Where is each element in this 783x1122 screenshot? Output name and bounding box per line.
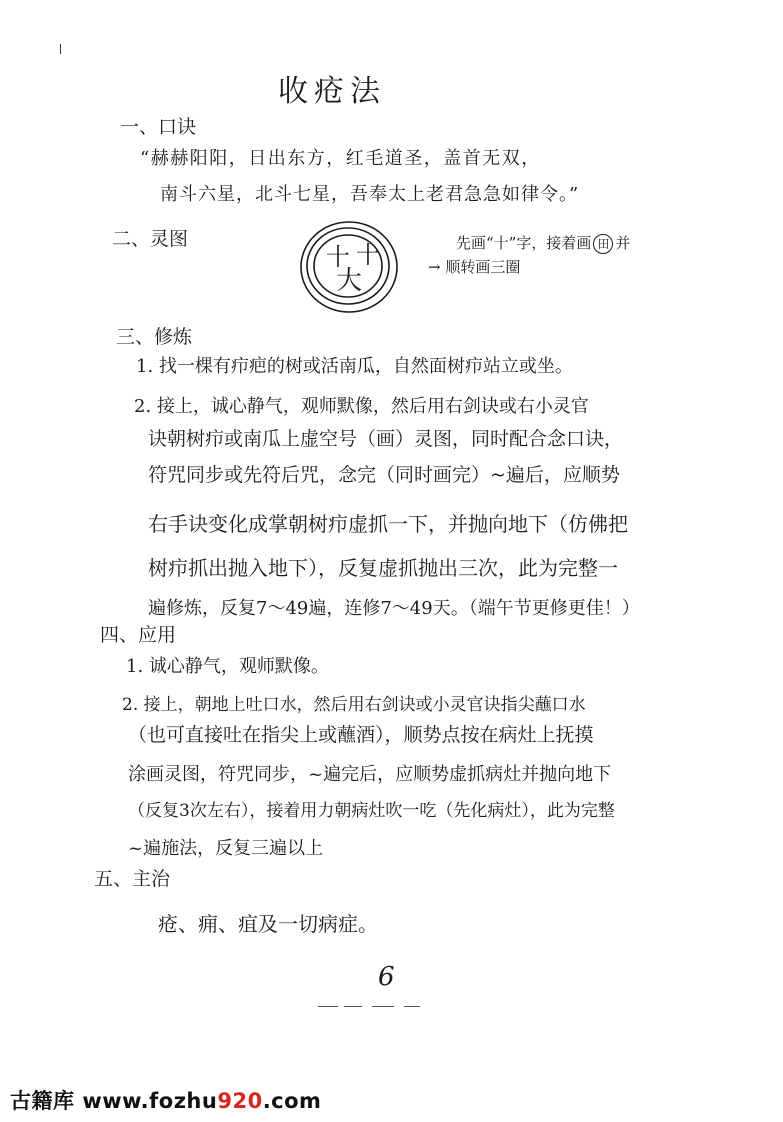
watermark-url-highlight: 920: [217, 1089, 263, 1113]
diagram-char-1: 十: [326, 243, 350, 271]
diagram-char-2: 十: [356, 241, 380, 269]
application-line-3: （也可直接吐在指尖上或蘸酒），顺势点按在病灶上抚摸: [128, 724, 594, 746]
footer-dash: [318, 1006, 338, 1007]
diagram-char-3: 大: [336, 266, 363, 296]
margin-mark: [60, 44, 61, 54]
indications-text: 疮、痈、疽及一切病症。: [158, 912, 378, 936]
watermark-brand: 古籍库: [10, 1089, 75, 1113]
diagram-note-2: [428, 256, 520, 277]
diagram-note-1-tail: 并: [615, 234, 631, 252]
section-heading-indications: 五、主治: [94, 868, 171, 890]
cultivation-line-6: 树疖抓出抛入地下），反复虚抓抛出三次，此为完整一: [148, 556, 618, 580]
application-line-4: 涂画灵图，符咒同步，~遍完后，应顺势虚抓病灶并抛向地下: [128, 764, 612, 785]
watermark-footer: [10, 1085, 321, 1115]
diagram-note-2-text: 顺转画三圈: [445, 258, 521, 276]
application-line-6: ~遍施法，反复三遍以上: [128, 838, 324, 859]
page-number: 6: [378, 962, 395, 992]
diagram-note-circled-glyph: 田: [593, 234, 613, 254]
arrow-icon: →: [428, 258, 441, 276]
footer-dash: [344, 1006, 362, 1007]
footer-dash: [372, 1006, 394, 1007]
section-heading-cultivation: 三、修炼: [116, 326, 193, 348]
cultivation-line-1: 1. 找一棵有疖疤的树或活南瓜，自然面树疖站立或坐。: [136, 356, 573, 377]
formula-line-2: 南斗六星，北斗七星，吾奉太上老君急急如律令。”: [160, 184, 580, 205]
spirit-diagram: [298, 219, 400, 315]
section-heading-spirit-diagram: 二、灵图: [112, 228, 189, 250]
page-title: 收疮法: [278, 74, 386, 109]
cultivation-line-4: 符咒同步或先符后咒，念完（同时画完）~遍后，应顺势: [148, 464, 620, 486]
cultivation-line-7: 遍修炼，反复7～49遍，连修7～49天。（端午节更修更佳！）: [148, 598, 640, 619]
diagram-note-1-text: 先画“十”字，接着画: [456, 234, 592, 252]
cultivation-line-3: 诀朝树疖或南瓜上虚空号（画）灵图，同时配合念口诀，: [148, 428, 624, 450]
formula-line-1: “赫赫阳阳，日出东方，红毛道圣，盖首无双，: [140, 148, 541, 169]
section-heading-application: 四、应用: [100, 624, 177, 646]
cultivation-line-5: 右手诀变化成掌朝树疖虚抓一下，并抛向地下（仿佛把: [148, 512, 628, 536]
cultivation-line-2: 2. 接上，诚心静气，观师默像，然后用右剑诀或右小灵官: [134, 396, 589, 417]
application-line-5: （反复3次左右），接着用力朝病灶吹一吃（先化病灶），此为完整: [128, 801, 615, 821]
watermark-url-suffix: .com: [262, 1089, 322, 1113]
section-heading-formula: 一、口诀: [120, 116, 197, 138]
application-line-1: 1. 诚心静气，观师默像。: [126, 656, 329, 677]
watermark-url: [82, 1089, 321, 1113]
footer-dash: [404, 1006, 420, 1007]
application-line-2: 2. 接上，朝地上吐口水，然后用右剑诀或小灵官诀指尖蘸口水: [122, 695, 586, 715]
diagram-note-1: [456, 232, 630, 254]
watermark-url-prefix: www.fozhu: [82, 1089, 218, 1113]
